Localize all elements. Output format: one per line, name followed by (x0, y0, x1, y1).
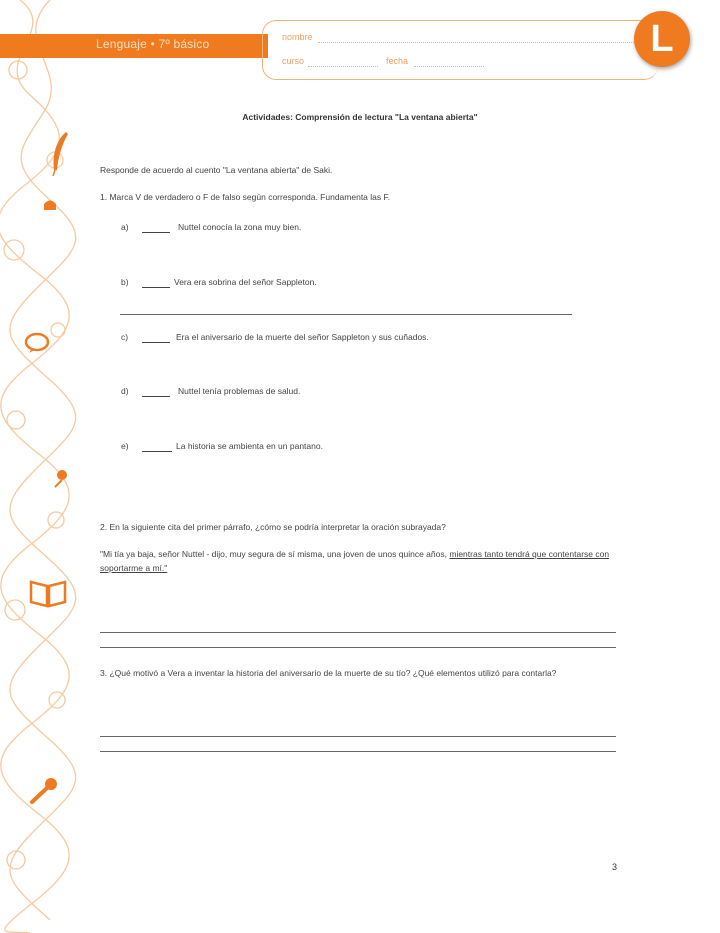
item-e-letter: e) (121, 441, 129, 451)
item-b-text: Vera era sobrina del señor Sappleton. (174, 277, 317, 287)
question2-prompt: 2. En la siguiente cita del primer párrafo, ¿cómo se podría interpretar la oración subrayada? (100, 522, 446, 532)
page-number: 3 (612, 862, 618, 872)
ink-pot-icon (40, 196, 60, 212)
nombre-label: nombre (282, 32, 313, 42)
question2-quote (100, 547, 620, 575)
microphone-icon (26, 776, 60, 806)
curso-label: curso (282, 56, 305, 66)
question1-instruction: 1. Marca V de verdadero o F de falso según corresponda. Fundamenta las F. (100, 192, 391, 202)
item-b-letter: b) (121, 277, 129, 287)
subject-letter-badge: L (634, 11, 690, 67)
item-d-letter: d) (121, 386, 129, 396)
nombre-field[interactable] (318, 42, 638, 43)
item-d-answer-blank[interactable] (142, 396, 170, 397)
quote-underlined-sentence: mientras tanto tendrá que contentarse con soportarme a mí." (100, 549, 610, 573)
fecha-field[interactable] (414, 66, 484, 67)
q3-answer-line-2[interactable] (100, 751, 616, 752)
item-a-letter: a) (121, 222, 129, 232)
item-b-justification-line[interactable] (120, 314, 572, 315)
item-d-text: Nuttel tenía problemas de salud. (178, 386, 301, 396)
student-info-box (262, 20, 658, 80)
fecha-label: fecha (386, 56, 409, 66)
curso-field[interactable] (308, 66, 378, 67)
page-title: Actividades: Comprensión de lectura "La ventana abierta" (242, 112, 478, 122)
q3-answer-line-1[interactable] (100, 736, 616, 737)
item-c-letter: c) (121, 332, 129, 342)
open-book-icon (28, 578, 68, 608)
subject-banner-text: Lenguaje • 7º básico (96, 37, 210, 51)
item-b-answer-blank[interactable] (142, 287, 170, 288)
item-c-answer-blank[interactable] (142, 342, 170, 343)
item-e-text: La historia se ambienta en un pantano. (176, 441, 323, 451)
quill-icon (48, 130, 70, 176)
item-e-answer-blank[interactable] (142, 451, 172, 452)
q2-answer-line-2[interactable] (100, 647, 616, 648)
q2-answer-line-1[interactable] (100, 632, 616, 633)
item-a-answer-blank[interactable] (142, 232, 170, 233)
intro-text: Responde de acuerdo al cuento "La ventana abierta" de Saki. (100, 165, 333, 175)
headphones-icon (52, 468, 70, 488)
speech-bubble-icon (24, 332, 50, 354)
item-c-text: Era el aniversario de la muerte del señor Sappleton y sus cuñados. (176, 332, 429, 342)
question3-prompt: 3. ¿Qué motivó a Vera a inventar la historia del aniversario de la muerte de su tío? ¿Qué elementos utilizó para contarla? (100, 668, 557, 678)
quote-text: "Mi tía ya baja, señor Nuttel - dijo, muy segura de sí misma, una joven de unos quince años, (100, 549, 447, 559)
item-a-text: Nuttel conocía la zona muy bien. (178, 222, 302, 232)
